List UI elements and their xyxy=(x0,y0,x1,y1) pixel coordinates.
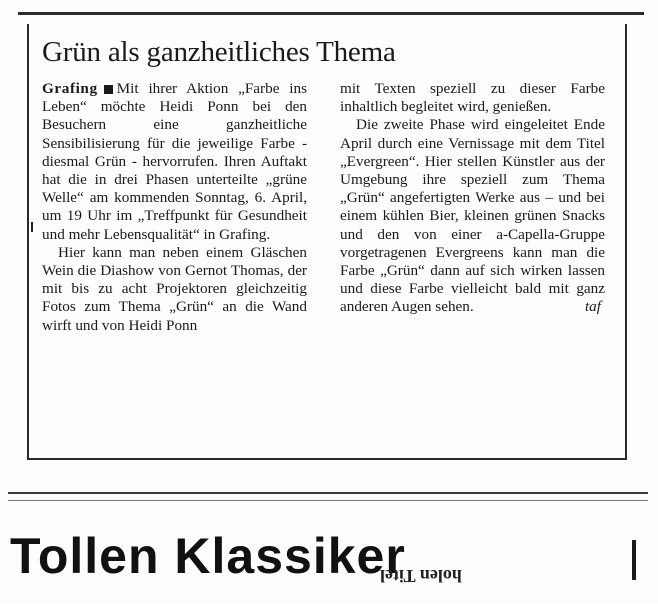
show-through-text: holen Titel xyxy=(380,566,462,586)
dateline: Grafing xyxy=(42,80,98,97)
margin-mark xyxy=(31,222,33,232)
bottom-rule xyxy=(8,492,648,494)
article-headline: Grün als ganzheitliches Thema xyxy=(42,36,396,68)
top-rule xyxy=(18,12,644,15)
paragraph-1-text: Mit ihrer Aktion „Farbe ins Leben“ möchte Heidi Ponn bei den Besuchern eine ganzheitliche Sensibilisierung für die jeweilige Farbe - diesmal Grün - hervorrufen. Ihren Auftakt hat die in drei Phasen unterteilte „grüne Welle“ am kommenden Sonntag, 6. April, um 19 Uhr im „Treffpunkt für Gesundheit und mehr Lebensqualität“ in Grafing. xyxy=(42,80,307,243)
square-bullet-icon xyxy=(104,85,113,94)
left-column xyxy=(42,80,307,335)
paragraph-2: Hier kann man neben einem Gläschen Wein die Diashow von Gernot Thomas, der mit bis zu acht Projektoren gleichzeitig Fotos zum Thema „Grün“ an die Wand wirft und von Heidi Ponn xyxy=(42,243,307,334)
edge-mark xyxy=(632,540,636,580)
paragraph-4 xyxy=(340,116,605,316)
right-column xyxy=(340,80,605,317)
paragraph-4-text: Die zweite Phase wird eingeleitet Ende April durch eine Vernissage mit dem Titel „Evergreen“. Hier stellen Künstler aus der Umgebung ihre speziell zum Thema „Grün“ angefertigten Werke aus – und bei einem kühlen Bier, kleinen grünen Snacks und den von einer a-Capella-Gruppe vorgetragenen Evergreens kann man die Farbe „Grün“ dann auf sich wirken lassen und diese Farbe vielleicht bald mit ganz anderen Augen sehen. xyxy=(340,116,605,316)
next-article-headline: Tollen Klassiker xyxy=(10,528,406,584)
paragraph-1 xyxy=(42,80,307,244)
paragraph-3: mit Texten speziell zu dieser Farbe inhaltlich begleitet wird, genießen. xyxy=(340,80,605,116)
author-initials: taf xyxy=(584,298,601,316)
